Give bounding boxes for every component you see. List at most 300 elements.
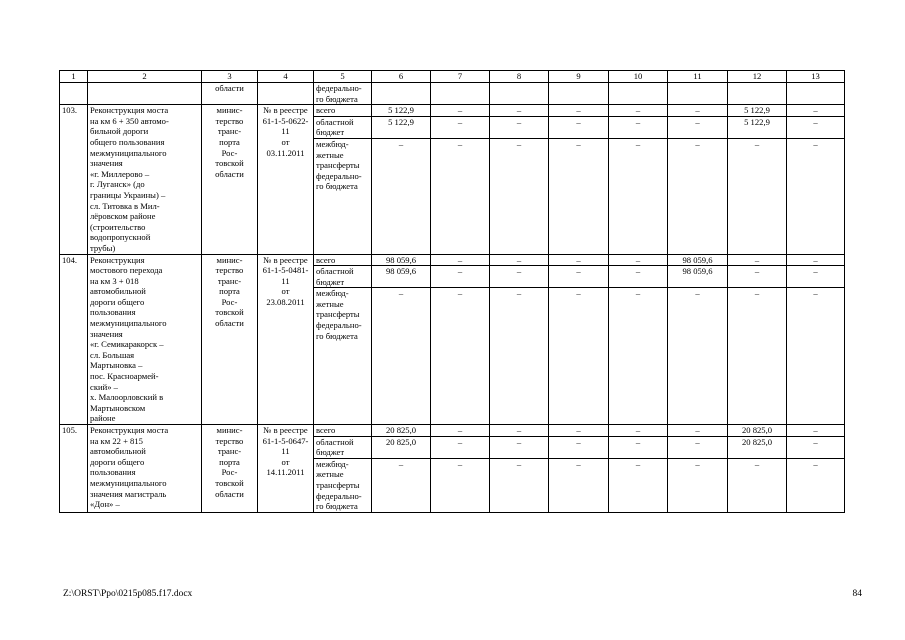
spacer (433, 469, 487, 480)
value-block (728, 105, 786, 117)
spacer (789, 447, 842, 458)
spacer (730, 277, 784, 288)
cell (258, 83, 314, 105)
value-block (431, 459, 489, 512)
funding-source-block (314, 288, 371, 341)
registry-line: 23.08.2011 (266, 296, 305, 307)
amount-value: 20 825,0 (741, 425, 773, 435)
object-name-line: на км 6 + 350 автомо- (90, 115, 169, 126)
spacer (789, 181, 842, 192)
value-block (787, 105, 844, 117)
spacer (611, 480, 665, 491)
spacer (433, 491, 487, 502)
amount-value: – (754, 266, 760, 277)
amount-value: 5 122,9 (744, 116, 770, 127)
funding-source-line: го бюджета (316, 181, 358, 192)
amount-value: 98 059,6 (682, 254, 713, 265)
funding-source-line: всего (316, 425, 336, 435)
spacer (611, 491, 665, 502)
value-cell (668, 425, 728, 513)
funding-source-cell (314, 105, 372, 254)
value-block (787, 425, 844, 437)
value-block (431, 425, 489, 437)
amount-value: – (695, 138, 700, 149)
object-name-line: Мартыновском (90, 402, 146, 413)
amount-value: – (398, 458, 404, 469)
value-block (549, 255, 608, 267)
funding-source-line: бюджет (316, 447, 345, 458)
funding-source-line: жетные (316, 149, 344, 160)
spacer (611, 150, 665, 161)
value-cell (431, 105, 490, 254)
value-block (549, 288, 608, 341)
funding-source-cell (314, 254, 372, 425)
spacer (433, 480, 487, 491)
registry-line: 61-1-5-0622- (262, 115, 309, 126)
spacer (492, 160, 546, 171)
spacer (492, 491, 546, 502)
header-cell: 10 (609, 71, 668, 83)
amount-value: – (516, 105, 522, 116)
ministry-cell (202, 83, 258, 105)
value-cell (490, 254, 549, 425)
value-block (431, 139, 489, 192)
amount-value: – (635, 266, 641, 277)
value-cell (609, 254, 668, 425)
spacer (730, 447, 784, 458)
amount-value: 20 825,0 (741, 436, 773, 447)
spacer (374, 277, 428, 288)
spacer (374, 491, 428, 502)
page-number: 84 (852, 589, 862, 599)
spacer (611, 447, 665, 458)
cell (549, 83, 609, 105)
amount-value: – (457, 458, 463, 469)
spacer (374, 331, 428, 342)
value-block (787, 139, 844, 192)
spacer (492, 181, 546, 192)
value-block (549, 139, 608, 192)
ministry-line: области (215, 318, 244, 329)
amount-value: – (635, 425, 641, 435)
amount-value: 98 059,6 (385, 266, 417, 277)
spacer (611, 171, 665, 182)
amount-value: 20 825,0 (385, 436, 417, 447)
ministry-line: порта (219, 136, 240, 147)
spacer (730, 480, 784, 491)
amount-value: – (576, 425, 581, 435)
header-cell: 9 (549, 71, 609, 83)
funding-source-line: трансферты (316, 309, 360, 320)
object-name-cell (88, 254, 202, 425)
value-cell (728, 425, 787, 513)
funding-source-line: областной (316, 436, 354, 447)
object-name-line: межмуниципального (90, 147, 167, 158)
spacer (730, 501, 784, 512)
funding-source-block (314, 425, 371, 437)
funding-source-line: областной (316, 116, 354, 127)
funding-source-block (314, 139, 371, 192)
table-row (60, 254, 845, 425)
spacer (374, 480, 428, 491)
value-block (609, 255, 667, 267)
object-name-line: пользования (90, 467, 136, 478)
object-name-line: межмуниципального (90, 477, 167, 488)
value-block (609, 139, 667, 192)
ministry-line: транс- (217, 446, 242, 457)
header-cell: 11 (668, 71, 728, 83)
value-cell (490, 105, 549, 254)
spacer (730, 150, 784, 161)
amount-value: – (398, 288, 404, 299)
funding-source-block (314, 255, 371, 267)
value-block (372, 139, 430, 192)
amount-value: – (635, 436, 641, 447)
object-name-cell (88, 425, 202, 513)
registry-line: от (281, 456, 290, 467)
registry-line: 03.11.2011 (266, 147, 305, 158)
spacer (374, 181, 428, 192)
value-block (431, 266, 489, 288)
value-block (609, 425, 667, 437)
source-line: федерально- (316, 83, 362, 93)
spacer (670, 160, 725, 171)
value-block (490, 139, 548, 192)
value-block (668, 105, 727, 117)
amount-value: – (635, 116, 641, 127)
funding-source-line: всего (316, 105, 336, 116)
funding-source-line: федерально- (316, 170, 362, 181)
spacer (611, 127, 665, 138)
ministry-cell (202, 425, 258, 513)
object-name-line: сл. Большая (90, 349, 135, 360)
amount-value: 98 059,6 (682, 266, 713, 277)
spacer (433, 171, 487, 182)
value-block (668, 117, 727, 139)
amount-value: – (813, 436, 818, 447)
amount-value: – (516, 116, 522, 127)
funding-source-cell (314, 425, 372, 513)
amount-value: – (457, 105, 463, 116)
value-block (609, 459, 667, 512)
spacer (789, 127, 842, 138)
value-block (728, 255, 786, 267)
spacer (670, 447, 725, 458)
value-block (372, 266, 430, 288)
spacer (730, 299, 784, 310)
value-block (372, 437, 430, 459)
spacer (611, 181, 665, 192)
spacer (374, 299, 428, 310)
amount-value: – (457, 254, 463, 265)
spacer (670, 277, 725, 288)
spacer (492, 320, 546, 331)
amount-value: – (457, 266, 463, 277)
spacer (611, 299, 665, 310)
object-name-line: Реконструкция моста (90, 425, 169, 435)
amount-value: – (457, 138, 463, 149)
value-block (609, 105, 667, 117)
amount-value: – (516, 254, 522, 265)
object-name-line: значения (90, 158, 123, 169)
value-block (490, 255, 548, 267)
object-name-line: мостового перехода (90, 265, 163, 276)
spacer (433, 299, 487, 310)
amount-value: – (576, 138, 581, 149)
value-cell (490, 425, 549, 513)
amount-value: – (813, 458, 818, 469)
value-block (728, 459, 786, 512)
amount-value: – (695, 105, 700, 116)
spacer (374, 127, 428, 138)
spacer (433, 331, 487, 342)
spacer (789, 469, 842, 480)
funding-source-line: бюджет (316, 276, 345, 287)
spacer (670, 127, 725, 138)
value-block (609, 266, 667, 288)
amount-value: – (813, 425, 818, 435)
value-block (668, 437, 727, 459)
spacer (551, 331, 606, 342)
spacer (433, 181, 487, 192)
amount-value: – (516, 288, 522, 299)
funding-source-line: межбюд- (316, 288, 349, 299)
amount-value: 5 122,9 (388, 105, 414, 116)
header-cell: 1 (60, 71, 88, 83)
object-name-line: водопропускной (90, 232, 151, 243)
spacer (611, 501, 665, 512)
value-block (728, 425, 786, 437)
object-name-line: «г. Семикаракорск – (90, 339, 164, 350)
spacer (551, 320, 606, 331)
funding-source-line: всего (316, 254, 336, 265)
ministry-line: Рос- (221, 467, 238, 478)
registry-cell (258, 425, 314, 513)
value-cell (787, 425, 845, 513)
ministry-line: минис- (216, 105, 243, 116)
value-block (431, 105, 489, 117)
object-name-line: на км 22 + 815 (90, 435, 143, 446)
value-cell (787, 105, 845, 254)
funding-source-line: межбюд- (316, 138, 349, 149)
registry-line: 11 (281, 446, 290, 457)
value-cell (431, 254, 490, 425)
amount-value: – (576, 436, 581, 447)
ministry-line: порта (219, 456, 240, 467)
value-cell (549, 425, 609, 513)
value-block (490, 437, 548, 459)
funding-source-line: трансферты (316, 160, 360, 171)
header-cell: 8 (490, 71, 549, 83)
value-block (549, 266, 608, 288)
object-name-line: районе (90, 413, 116, 424)
amount-value: – (813, 138, 818, 149)
object-name-line: «г. Миллерово – (90, 168, 150, 179)
object-name-line: пос. Красноармей- (90, 371, 159, 382)
spacer (730, 320, 784, 331)
value-block (549, 437, 608, 459)
spacer (433, 447, 487, 458)
funding-source-line: федерально- (316, 490, 362, 501)
row-number-cell: 105. (60, 425, 88, 513)
object-name-line: на км 3 + 018 (90, 275, 139, 286)
value-block (609, 437, 667, 459)
header-cell: 3 (202, 71, 258, 83)
spacer (492, 469, 546, 480)
value-block (728, 437, 786, 459)
cell (60, 83, 88, 105)
funding-source-line: го бюджета (316, 501, 358, 512)
value-block (668, 425, 727, 437)
value-block (490, 105, 548, 117)
spacer (374, 160, 428, 171)
header-cell: 7 (431, 71, 490, 83)
value-block (728, 117, 786, 139)
value-block (549, 425, 608, 437)
value-block (372, 459, 430, 512)
registry-cell (258, 254, 314, 425)
amount-value: – (754, 288, 760, 299)
spacer (492, 309, 546, 320)
spacer (374, 469, 428, 480)
value-block (490, 459, 548, 512)
amount-value: – (576, 254, 581, 265)
funding-source-block (314, 266, 371, 288)
funding-source-block (314, 437, 371, 459)
spacer (433, 320, 487, 331)
amount-value: – (457, 436, 463, 447)
ministry-line: товской (215, 477, 244, 488)
spacer (492, 501, 546, 512)
amount-value: – (516, 425, 522, 435)
value-block (668, 255, 727, 267)
object-name-line: г. Луганск» (до (90, 179, 145, 190)
value-block (372, 425, 430, 437)
spacer (789, 480, 842, 491)
source-cell (314, 83, 372, 105)
spacer (670, 309, 725, 320)
value-cell (728, 105, 787, 254)
spacer (611, 160, 665, 171)
ministry-line: транс- (217, 275, 242, 286)
cell (728, 83, 787, 105)
object-name-line: «Дон» – (90, 499, 120, 510)
object-name-line: границы Украины) – (90, 189, 166, 200)
spacer (730, 309, 784, 320)
object-name-line: Мартыновка – (90, 360, 143, 371)
spacer (551, 491, 606, 502)
spacer (551, 277, 606, 288)
value-block (787, 255, 844, 267)
spacer (730, 469, 784, 480)
value-cell (668, 105, 728, 254)
object-name-line: общего пользования (90, 136, 165, 147)
spacer (730, 491, 784, 502)
value-block (668, 266, 727, 288)
header-cell: 6 (372, 71, 431, 83)
spacer (670, 469, 725, 480)
amount-value: – (516, 138, 522, 149)
amount-value: – (635, 288, 641, 299)
value-block (787, 266, 844, 288)
value-cell (372, 425, 431, 513)
amount-value: – (516, 436, 522, 447)
ministry-line: области (215, 488, 244, 499)
registry-cell (258, 105, 314, 254)
spacer (670, 491, 725, 502)
value-cell (609, 105, 668, 254)
amount-value: – (398, 138, 404, 149)
spacer (492, 299, 546, 310)
value-block (668, 459, 727, 512)
spacer (551, 127, 606, 138)
spacer (611, 320, 665, 331)
spacer (374, 171, 428, 182)
ministry-line: минис- (216, 425, 243, 435)
spacer (551, 501, 606, 512)
amount-value: – (635, 254, 641, 265)
value-block (431, 255, 489, 267)
spacer (433, 160, 487, 171)
registry-line: от (281, 136, 290, 147)
ministry-line: области (215, 168, 244, 179)
object-name-line: автомобильной (90, 446, 146, 457)
object-name-line: значения магистраль (90, 488, 167, 499)
value-cell (728, 254, 787, 425)
object-name-line: (строительство (90, 221, 146, 232)
value-block (787, 437, 844, 459)
registry-line: 61-1-5-0481- (262, 265, 309, 276)
spacer (492, 171, 546, 182)
object-name-line: автомобильной (90, 286, 146, 297)
amount-value: 5 122,9 (744, 105, 770, 116)
ministry-line: товской (215, 158, 244, 169)
funding-source-line: жетные (316, 469, 344, 480)
ministry-line: порта (219, 286, 240, 297)
amount-value: – (754, 254, 760, 265)
ministry-line: транс- (217, 126, 242, 137)
header-cell: 2 (88, 71, 202, 83)
object-name-line: Реконструкция моста (90, 105, 169, 116)
spacer (670, 299, 725, 310)
amount-value: – (635, 138, 641, 149)
spacer (492, 277, 546, 288)
header-cell: 13 (787, 71, 845, 83)
amount-value: – (576, 266, 581, 277)
value-block (431, 117, 489, 139)
value-block (372, 288, 430, 341)
amount-value: 5 122,9 (388, 116, 414, 127)
object-name-line: дороги общего (90, 456, 145, 467)
value-block (609, 288, 667, 341)
amount-value: – (457, 425, 463, 435)
amount-value: 98 059,6 (385, 254, 417, 265)
spacer (551, 181, 606, 192)
amount-value: – (457, 288, 463, 299)
cell (88, 83, 202, 105)
amount-value: – (635, 458, 641, 469)
spacer (789, 331, 842, 342)
spacer (730, 127, 784, 138)
ministry-cell (202, 105, 258, 254)
spacer (374, 320, 428, 331)
object-name-line: трубы) (90, 242, 116, 253)
cell (668, 83, 728, 105)
spacer (730, 171, 784, 182)
registry-line: 11 (281, 126, 290, 137)
spacer (730, 160, 784, 171)
cell (609, 83, 668, 105)
